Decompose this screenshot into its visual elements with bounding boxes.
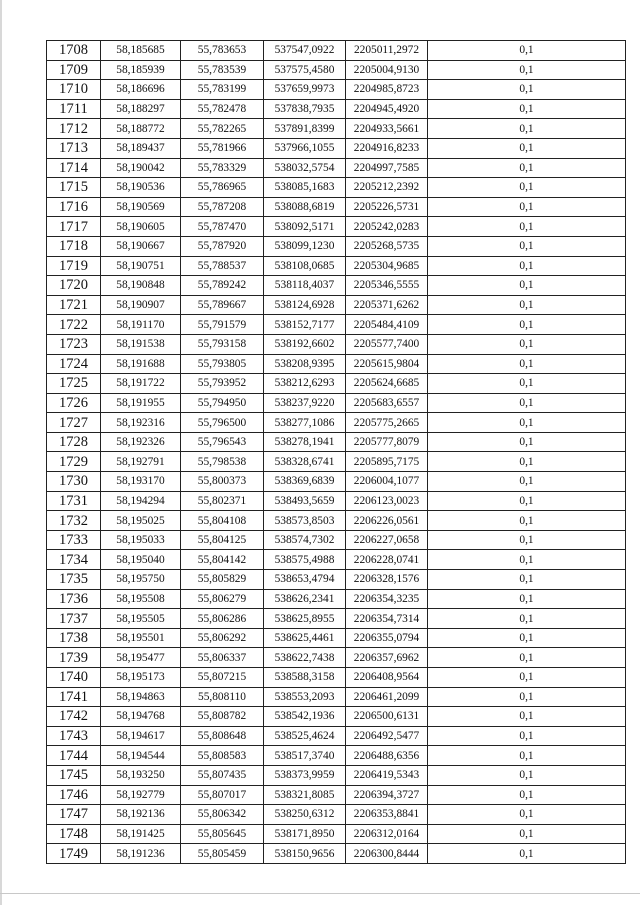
point-number-cell: 1721 xyxy=(47,295,101,315)
longitude-cell: 55,796543 xyxy=(181,432,264,452)
y-coordinate-cell: 2206357,6962 xyxy=(346,648,428,668)
x-coordinate-cell: 538237,9220 xyxy=(264,393,346,413)
table-row xyxy=(47,158,626,178)
point-number-cell: 1735 xyxy=(47,570,101,590)
y-coordinate-cell: 2205683,6557 xyxy=(346,393,428,413)
accuracy-cell: 0,1 xyxy=(428,334,626,354)
x-coordinate-cell: 538625,4461 xyxy=(264,628,346,648)
x-coordinate-cell: 538588,3158 xyxy=(264,668,346,688)
point-number-cell: 1723 xyxy=(47,334,101,354)
x-coordinate-cell: 538171,8950 xyxy=(264,824,346,844)
point-number-cell: 1737 xyxy=(47,609,101,629)
table-row xyxy=(47,707,626,727)
y-coordinate-cell: 2206226,0561 xyxy=(346,511,428,531)
longitude-cell: 55,808648 xyxy=(181,726,264,746)
table-row xyxy=(47,530,626,550)
latitude-cell: 58,191538 xyxy=(101,334,181,354)
longitude-cell: 55,807435 xyxy=(181,765,264,785)
longitude-cell: 55,805645 xyxy=(181,824,264,844)
table-row xyxy=(47,472,626,492)
point-number-cell: 1741 xyxy=(47,687,101,707)
point-number-cell: 1724 xyxy=(47,354,101,374)
longitude-cell: 55,788537 xyxy=(181,256,264,276)
latitude-cell: 58,191236 xyxy=(101,844,181,864)
accuracy-cell: 0,1 xyxy=(428,570,626,590)
accuracy-cell: 0,1 xyxy=(428,80,626,100)
table-row xyxy=(47,648,626,668)
latitude-cell: 58,190605 xyxy=(101,217,181,237)
x-coordinate-cell: 538250,6312 xyxy=(264,805,346,825)
latitude-cell: 58,190667 xyxy=(101,236,181,256)
accuracy-cell: 0,1 xyxy=(428,178,626,198)
x-coordinate-cell: 538542,1936 xyxy=(264,707,346,727)
y-coordinate-cell: 2205624,6685 xyxy=(346,374,428,394)
latitude-cell: 58,195750 xyxy=(101,570,181,590)
longitude-cell: 55,804142 xyxy=(181,550,264,570)
y-coordinate-cell: 2205777,8079 xyxy=(346,432,428,452)
latitude-cell: 58,194768 xyxy=(101,707,181,727)
y-coordinate-cell: 2206488,6356 xyxy=(346,746,428,766)
accuracy-cell: 0,1 xyxy=(428,158,626,178)
accuracy-cell: 0,1 xyxy=(428,589,626,609)
longitude-cell: 55,787470 xyxy=(181,217,264,237)
accuracy-cell: 0,1 xyxy=(428,236,626,256)
point-number-cell: 1736 xyxy=(47,589,101,609)
accuracy-cell: 0,1 xyxy=(428,530,626,550)
longitude-cell: 55,787920 xyxy=(181,236,264,256)
y-coordinate-cell: 2206312,0164 xyxy=(346,824,428,844)
y-coordinate-cell: 2206328,1576 xyxy=(346,570,428,590)
point-number-cell: 1743 xyxy=(47,726,101,746)
point-number-cell: 1728 xyxy=(47,432,101,452)
point-number-cell: 1720 xyxy=(47,276,101,296)
y-coordinate-cell: 2206353,8841 xyxy=(346,805,428,825)
y-coordinate-cell: 2204985,8723 xyxy=(346,80,428,100)
x-coordinate-cell: 538124,6928 xyxy=(264,295,346,315)
longitude-cell: 55,782265 xyxy=(181,119,264,139)
table-row xyxy=(47,315,626,335)
x-coordinate-cell: 538369,6839 xyxy=(264,472,346,492)
point-number-cell: 1718 xyxy=(47,236,101,256)
accuracy-cell: 0,1 xyxy=(428,413,626,433)
accuracy-cell: 0,1 xyxy=(428,609,626,629)
x-coordinate-cell: 538278,1941 xyxy=(264,432,346,452)
accuracy-cell: 0,1 xyxy=(428,805,626,825)
longitude-cell: 55,793952 xyxy=(181,374,264,394)
table-row xyxy=(47,726,626,746)
longitude-cell: 55,805459 xyxy=(181,844,264,864)
y-coordinate-cell: 2205371,6262 xyxy=(346,295,428,315)
point-number-cell: 1708 xyxy=(47,41,101,61)
latitude-cell: 58,190569 xyxy=(101,197,181,217)
accuracy-cell: 0,1 xyxy=(428,550,626,570)
table-row xyxy=(47,60,626,80)
latitude-cell: 58,193170 xyxy=(101,472,181,492)
longitude-cell: 55,802371 xyxy=(181,491,264,511)
x-coordinate-cell: 538622,7438 xyxy=(264,648,346,668)
x-coordinate-cell: 538553,2093 xyxy=(264,687,346,707)
point-number-cell: 1749 xyxy=(47,844,101,864)
coordinates-table-body xyxy=(47,41,626,864)
point-number-cell: 1740 xyxy=(47,668,101,688)
y-coordinate-cell: 2206228,0741 xyxy=(346,550,428,570)
latitude-cell: 58,193250 xyxy=(101,765,181,785)
longitude-cell: 55,793805 xyxy=(181,354,264,374)
y-coordinate-cell: 2205304,9685 xyxy=(346,256,428,276)
table-row xyxy=(47,550,626,570)
point-number-cell: 1709 xyxy=(47,60,101,80)
x-coordinate-cell: 538192,6602 xyxy=(264,334,346,354)
point-number-cell: 1727 xyxy=(47,413,101,433)
latitude-cell: 58,191688 xyxy=(101,354,181,374)
latitude-cell: 58,194544 xyxy=(101,746,181,766)
latitude-cell: 58,191425 xyxy=(101,824,181,844)
accuracy-cell: 0,1 xyxy=(428,119,626,139)
table-row xyxy=(47,609,626,629)
table-row xyxy=(47,197,626,217)
point-number-cell: 1716 xyxy=(47,197,101,217)
y-coordinate-cell: 2204916,8233 xyxy=(346,138,428,158)
latitude-cell: 58,192779 xyxy=(101,785,181,805)
y-coordinate-cell: 2206123,0023 xyxy=(346,491,428,511)
x-coordinate-cell: 538625,8955 xyxy=(264,609,346,629)
longitude-cell: 55,806342 xyxy=(181,805,264,825)
accuracy-cell: 0,1 xyxy=(428,746,626,766)
x-coordinate-cell: 538099,1230 xyxy=(264,236,346,256)
latitude-cell: 58,195477 xyxy=(101,648,181,668)
longitude-cell: 55,783539 xyxy=(181,60,264,80)
accuracy-cell: 0,1 xyxy=(428,41,626,61)
longitude-cell: 55,800373 xyxy=(181,472,264,492)
y-coordinate-cell: 2205004,9130 xyxy=(346,60,428,80)
x-coordinate-cell: 538208,9395 xyxy=(264,354,346,374)
accuracy-cell: 0,1 xyxy=(428,785,626,805)
accuracy-cell: 0,1 xyxy=(428,99,626,119)
y-coordinate-cell: 2206004,1077 xyxy=(346,472,428,492)
x-coordinate-cell: 538108,0685 xyxy=(264,256,346,276)
x-coordinate-cell: 537547,0922 xyxy=(264,41,346,61)
point-number-cell: 1722 xyxy=(47,315,101,335)
point-number-cell: 1710 xyxy=(47,80,101,100)
table-row xyxy=(47,99,626,119)
latitude-cell: 58,189437 xyxy=(101,138,181,158)
latitude-cell: 58,191722 xyxy=(101,374,181,394)
y-coordinate-cell: 2206419,5343 xyxy=(346,765,428,785)
latitude-cell: 58,185685 xyxy=(101,41,181,61)
y-coordinate-cell: 2204945,4920 xyxy=(346,99,428,119)
longitude-cell: 55,804125 xyxy=(181,530,264,550)
y-coordinate-cell: 2206354,7314 xyxy=(346,609,428,629)
point-number-cell: 1725 xyxy=(47,374,101,394)
longitude-cell: 55,783199 xyxy=(181,80,264,100)
longitude-cell: 55,808110 xyxy=(181,687,264,707)
table-row xyxy=(47,432,626,452)
table-row xyxy=(47,41,626,61)
longitude-cell: 55,789242 xyxy=(181,276,264,296)
y-coordinate-cell: 2205226,5731 xyxy=(346,197,428,217)
point-number-cell: 1730 xyxy=(47,472,101,492)
latitude-cell: 58,190907 xyxy=(101,295,181,315)
longitude-cell: 55,806286 xyxy=(181,609,264,629)
y-coordinate-cell: 2205895,7175 xyxy=(346,452,428,472)
table-row xyxy=(47,217,626,237)
y-coordinate-cell: 2205212,2392 xyxy=(346,178,428,198)
accuracy-cell: 0,1 xyxy=(428,472,626,492)
accuracy-cell: 0,1 xyxy=(428,726,626,746)
accuracy-cell: 0,1 xyxy=(428,668,626,688)
longitude-cell: 55,806337 xyxy=(181,648,264,668)
point-number-cell: 1711 xyxy=(47,99,101,119)
longitude-cell: 55,789667 xyxy=(181,295,264,315)
longitude-cell: 55,783329 xyxy=(181,158,264,178)
longitude-cell: 55,787208 xyxy=(181,197,264,217)
latitude-cell: 58,195040 xyxy=(101,550,181,570)
y-coordinate-cell: 2205775,2665 xyxy=(346,413,428,433)
page-bottom-rule xyxy=(0,893,640,894)
accuracy-cell: 0,1 xyxy=(428,256,626,276)
longitude-cell: 55,807017 xyxy=(181,785,264,805)
accuracy-cell: 0,1 xyxy=(428,765,626,785)
latitude-cell: 58,190042 xyxy=(101,158,181,178)
y-coordinate-cell: 2205268,5735 xyxy=(346,236,428,256)
y-coordinate-cell: 2204933,5661 xyxy=(346,119,428,139)
accuracy-cell: 0,1 xyxy=(428,844,626,864)
accuracy-cell: 0,1 xyxy=(428,432,626,452)
y-coordinate-cell: 2206394,3727 xyxy=(346,785,428,805)
latitude-cell: 58,194863 xyxy=(101,687,181,707)
longitude-cell: 55,807215 xyxy=(181,668,264,688)
point-number-cell: 1744 xyxy=(47,746,101,766)
latitude-cell: 58,190751 xyxy=(101,256,181,276)
point-number-cell: 1748 xyxy=(47,824,101,844)
accuracy-cell: 0,1 xyxy=(428,60,626,80)
table-row xyxy=(47,276,626,296)
accuracy-cell: 0,1 xyxy=(428,295,626,315)
accuracy-cell: 0,1 xyxy=(428,138,626,158)
longitude-cell: 55,791579 xyxy=(181,315,264,335)
latitude-cell: 58,190848 xyxy=(101,276,181,296)
table-row xyxy=(47,511,626,531)
x-coordinate-cell: 538517,3740 xyxy=(264,746,346,766)
table-row xyxy=(47,80,626,100)
accuracy-cell: 0,1 xyxy=(428,648,626,668)
accuracy-cell: 0,1 xyxy=(428,276,626,296)
accuracy-cell: 0,1 xyxy=(428,374,626,394)
latitude-cell: 58,195505 xyxy=(101,609,181,629)
point-number-cell: 1739 xyxy=(47,648,101,668)
x-coordinate-cell: 538118,4037 xyxy=(264,276,346,296)
table-row xyxy=(47,374,626,394)
accuracy-cell: 0,1 xyxy=(428,687,626,707)
latitude-cell: 58,188297 xyxy=(101,99,181,119)
longitude-cell: 55,806279 xyxy=(181,589,264,609)
x-coordinate-cell: 538575,4988 xyxy=(264,550,346,570)
table-row xyxy=(47,334,626,354)
coordinates-table xyxy=(46,40,626,864)
x-coordinate-cell: 537838,7935 xyxy=(264,99,346,119)
x-coordinate-cell: 538212,6293 xyxy=(264,374,346,394)
y-coordinate-cell: 2205346,5555 xyxy=(346,276,428,296)
latitude-cell: 58,191955 xyxy=(101,393,181,413)
table-row xyxy=(47,687,626,707)
table-row xyxy=(47,413,626,433)
accuracy-cell: 0,1 xyxy=(428,452,626,472)
longitude-cell: 55,781966 xyxy=(181,138,264,158)
table-row xyxy=(47,236,626,256)
x-coordinate-cell: 537659,9973 xyxy=(264,80,346,100)
point-number-cell: 1726 xyxy=(47,393,101,413)
y-coordinate-cell: 2206461,2099 xyxy=(346,687,428,707)
x-coordinate-cell: 537575,4580 xyxy=(264,60,346,80)
point-number-cell: 1712 xyxy=(47,119,101,139)
y-coordinate-cell: 2205242,0283 xyxy=(346,217,428,237)
x-coordinate-cell: 538092,5171 xyxy=(264,217,346,237)
y-coordinate-cell: 2206300,8444 xyxy=(346,844,428,864)
latitude-cell: 58,191170 xyxy=(101,315,181,335)
table-row xyxy=(47,628,626,648)
x-coordinate-cell: 538085,1683 xyxy=(264,178,346,198)
latitude-cell: 58,192791 xyxy=(101,452,181,472)
point-number-cell: 1745 xyxy=(47,765,101,785)
latitude-cell: 58,192136 xyxy=(101,805,181,825)
accuracy-cell: 0,1 xyxy=(428,315,626,335)
point-number-cell: 1738 xyxy=(47,628,101,648)
point-number-cell: 1713 xyxy=(47,138,101,158)
longitude-cell: 55,805829 xyxy=(181,570,264,590)
x-coordinate-cell: 538373,9959 xyxy=(264,765,346,785)
latitude-cell: 58,186696 xyxy=(101,80,181,100)
page-left-edge xyxy=(0,0,2,905)
point-number-cell: 1732 xyxy=(47,511,101,531)
latitude-cell: 58,195025 xyxy=(101,511,181,531)
accuracy-cell: 0,1 xyxy=(428,217,626,237)
point-number-cell: 1714 xyxy=(47,158,101,178)
point-number-cell: 1719 xyxy=(47,256,101,276)
longitude-cell: 55,808782 xyxy=(181,707,264,727)
latitude-cell: 58,188772 xyxy=(101,119,181,139)
point-number-cell: 1734 xyxy=(47,550,101,570)
x-coordinate-cell: 538321,8085 xyxy=(264,785,346,805)
x-coordinate-cell: 538653,4794 xyxy=(264,570,346,590)
accuracy-cell: 0,1 xyxy=(428,197,626,217)
longitude-cell: 55,794950 xyxy=(181,393,264,413)
point-number-cell: 1747 xyxy=(47,805,101,825)
longitude-cell: 55,783653 xyxy=(181,41,264,61)
latitude-cell: 58,194294 xyxy=(101,491,181,511)
table-row xyxy=(47,178,626,198)
table-row xyxy=(47,119,626,139)
x-coordinate-cell: 538573,8503 xyxy=(264,511,346,531)
latitude-cell: 58,190536 xyxy=(101,178,181,198)
point-number-cell: 1742 xyxy=(47,707,101,727)
table-row xyxy=(47,491,626,511)
table-row xyxy=(47,746,626,766)
table-row xyxy=(47,295,626,315)
table-row xyxy=(47,354,626,374)
point-number-cell: 1717 xyxy=(47,217,101,237)
x-coordinate-cell: 538525,4624 xyxy=(264,726,346,746)
longitude-cell: 55,804108 xyxy=(181,511,264,531)
y-coordinate-cell: 2206227,0658 xyxy=(346,530,428,550)
x-coordinate-cell: 538277,1086 xyxy=(264,413,346,433)
latitude-cell: 58,195033 xyxy=(101,530,181,550)
table-row xyxy=(47,452,626,472)
accuracy-cell: 0,1 xyxy=(428,491,626,511)
y-coordinate-cell: 2205615,9804 xyxy=(346,354,428,374)
table-row xyxy=(47,393,626,413)
x-coordinate-cell: 538574,7302 xyxy=(264,530,346,550)
point-number-cell: 1715 xyxy=(47,178,101,198)
latitude-cell: 58,195508 xyxy=(101,589,181,609)
longitude-cell: 55,798538 xyxy=(181,452,264,472)
longitude-cell: 55,793158 xyxy=(181,334,264,354)
table-row xyxy=(47,785,626,805)
accuracy-cell: 0,1 xyxy=(428,511,626,531)
latitude-cell: 58,192316 xyxy=(101,413,181,433)
x-coordinate-cell: 538150,9656 xyxy=(264,844,346,864)
y-coordinate-cell: 2206492,5477 xyxy=(346,726,428,746)
point-number-cell: 1746 xyxy=(47,785,101,805)
latitude-cell: 58,192326 xyxy=(101,432,181,452)
point-number-cell: 1733 xyxy=(47,530,101,550)
x-coordinate-cell: 538493,5659 xyxy=(264,491,346,511)
latitude-cell: 58,195501 xyxy=(101,628,181,648)
accuracy-cell: 0,1 xyxy=(428,393,626,413)
x-coordinate-cell: 538626,2341 xyxy=(264,589,346,609)
latitude-cell: 58,195173 xyxy=(101,668,181,688)
table-row xyxy=(47,589,626,609)
y-coordinate-cell: 2206354,3235 xyxy=(346,589,428,609)
x-coordinate-cell: 538152,7177 xyxy=(264,315,346,335)
y-coordinate-cell: 2206408,9564 xyxy=(346,668,428,688)
accuracy-cell: 0,1 xyxy=(428,824,626,844)
accuracy-cell: 0,1 xyxy=(428,707,626,727)
longitude-cell: 55,786965 xyxy=(181,178,264,198)
table-row xyxy=(47,765,626,785)
table-row xyxy=(47,844,626,864)
table-row xyxy=(47,570,626,590)
accuracy-cell: 0,1 xyxy=(428,628,626,648)
accuracy-cell: 0,1 xyxy=(428,354,626,374)
x-coordinate-cell: 538032,5754 xyxy=(264,158,346,178)
latitude-cell: 58,185939 xyxy=(101,60,181,80)
x-coordinate-cell: 538088,6819 xyxy=(264,197,346,217)
longitude-cell: 55,796500 xyxy=(181,413,264,433)
y-coordinate-cell: 2206500,6131 xyxy=(346,707,428,727)
table-row xyxy=(47,824,626,844)
y-coordinate-cell: 2204997,7585 xyxy=(346,158,428,178)
longitude-cell: 55,782478 xyxy=(181,99,264,119)
table-row xyxy=(47,256,626,276)
y-coordinate-cell: 2205484,4109 xyxy=(346,315,428,335)
longitude-cell: 55,808583 xyxy=(181,746,264,766)
y-coordinate-cell: 2206355,0794 xyxy=(346,628,428,648)
x-coordinate-cell: 537891,8399 xyxy=(264,119,346,139)
point-number-cell: 1729 xyxy=(47,452,101,472)
table-row xyxy=(47,138,626,158)
longitude-cell: 55,806292 xyxy=(181,628,264,648)
latitude-cell: 58,194617 xyxy=(101,726,181,746)
table-row xyxy=(47,805,626,825)
y-coordinate-cell: 2205577,7400 xyxy=(346,334,428,354)
y-coordinate-cell: 2205011,2972 xyxy=(346,41,428,61)
x-coordinate-cell: 538328,6741 xyxy=(264,452,346,472)
table-row xyxy=(47,668,626,688)
x-coordinate-cell: 537966,1055 xyxy=(264,138,346,158)
point-number-cell: 1731 xyxy=(47,491,101,511)
